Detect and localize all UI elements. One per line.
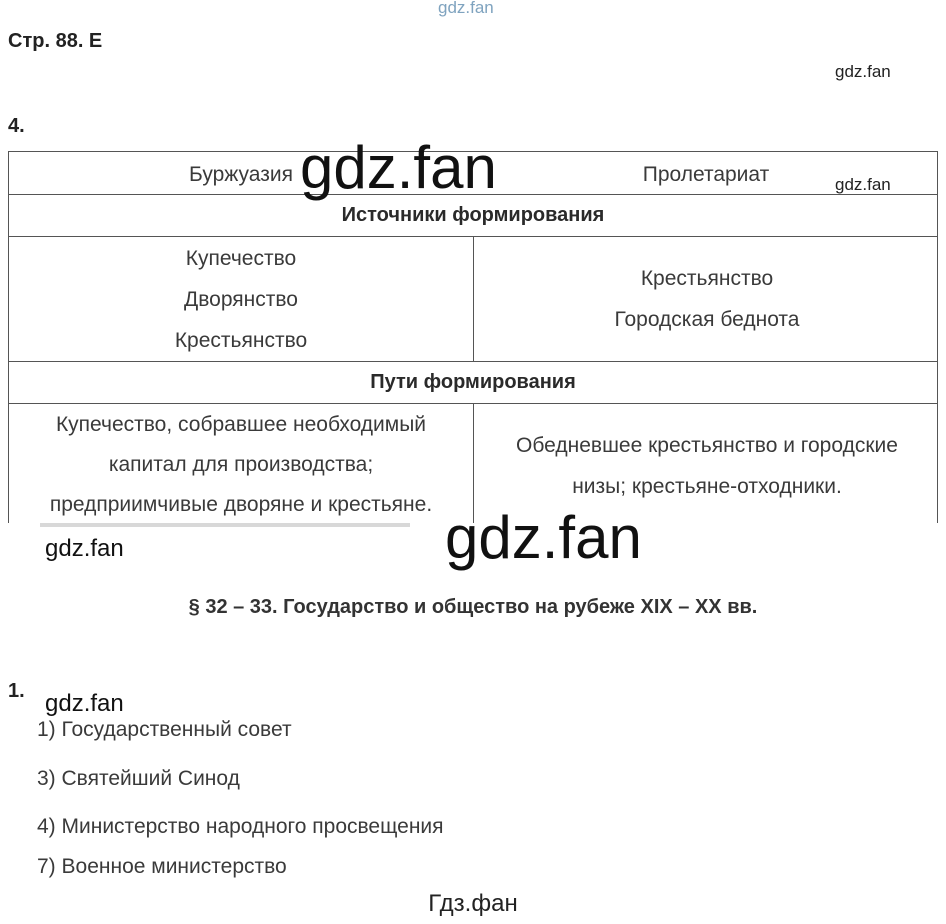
- scan-cut-line: [40, 523, 410, 527]
- section-ways-label: Пути формирования: [370, 370, 576, 393]
- sources-right-cell: [473, 237, 940, 361]
- comparison-table: [8, 151, 938, 523]
- list-item: 1) Государственный совет: [37, 718, 292, 741]
- section-sources-label: Источники формирования: [341, 203, 605, 226]
- list-item: Крестьянство: [640, 267, 774, 290]
- list-item: 3) Святейший Синод: [37, 767, 240, 790]
- text-line: Купечество, собравшее необходимый: [55, 413, 427, 436]
- text-line: Обедневшее крестьянство и городские: [516, 434, 898, 457]
- watermark-mid-2: gdz.fan: [45, 690, 124, 717]
- header-proletariat: Пролетариат: [642, 163, 770, 186]
- task-number-1: 1.: [8, 680, 25, 702]
- text-line: капитал для производства;: [108, 453, 374, 476]
- sources-row: [8, 237, 938, 362]
- section-title: § 32 – 33. Государство и общество на рубеже XIX – XX вв.: [188, 596, 758, 618]
- list-item: Крестьянство: [174, 328, 308, 352]
- list-item: 7) Военное министерство: [37, 855, 287, 878]
- watermark-right-2: gdz.fan: [835, 175, 891, 194]
- list-item: Городская беднота: [614, 308, 800, 331]
- watermark-big-2: gdz.fan: [445, 504, 642, 571]
- watermark-top: gdz.fan: [438, 0, 494, 17]
- watermark-footer: Гдз.фан: [428, 890, 518, 917]
- text-line: низы; крестьяне-отходники.: [572, 475, 842, 498]
- list-item: Купечество: [185, 246, 297, 270]
- list-item: 4) Министерство народного просвещения: [37, 815, 444, 838]
- header-bourgeoisie: Буржуазия: [189, 163, 293, 186]
- watermark-big-1: gdz.fan: [300, 134, 497, 201]
- list-item: Дворянство: [184, 287, 298, 311]
- section-row-ways: [8, 361, 938, 404]
- sources-left-cell: [9, 237, 473, 361]
- watermark-right-1: gdz.fan: [835, 62, 891, 81]
- watermark-mid-1: gdz.fan: [45, 535, 124, 562]
- text-line: предприимчивые дворяне и крестьяне.: [49, 493, 433, 516]
- page-reference: Стр. 88. Е: [8, 30, 103, 52]
- task-number-4: 4.: [8, 115, 25, 137]
- ways-left-cell: [9, 403, 473, 523]
